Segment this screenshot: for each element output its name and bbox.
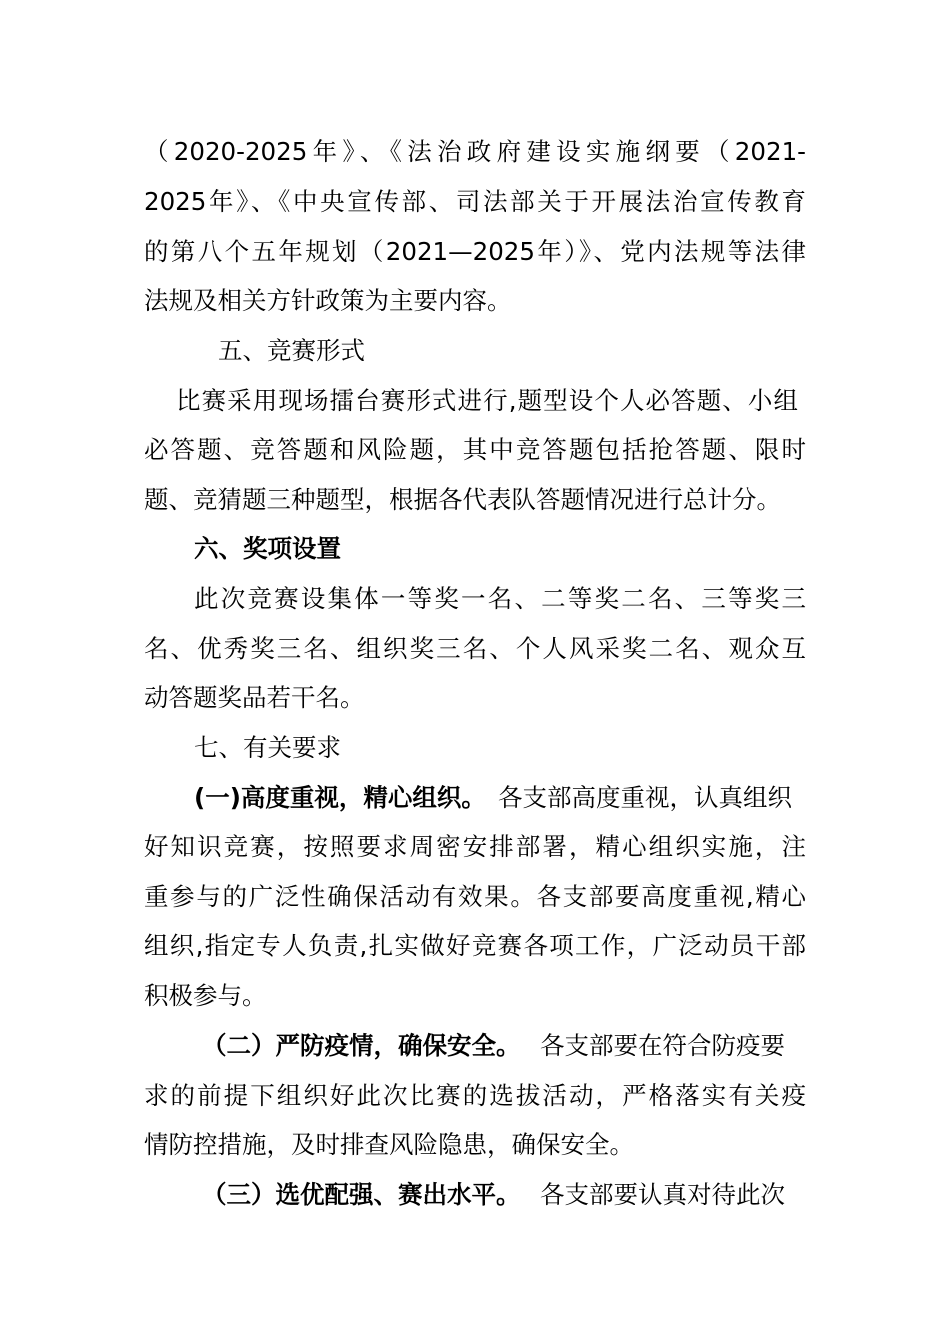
body-line: 必答题、竞答题和风险题，其中竞答题包括抢答题、限时 [144,435,806,464]
body-line: 题、竞猜题三种题型，根据各代表队答题情况进行总计分。 [144,485,781,514]
body-line: 2025年》、《中央宣传部、司法部关于开展法治宣传教育 [144,187,806,216]
body-line: 各支部要认真对待此次 [540,1180,785,1209]
subheading-one-title: (一)高度重视，精心组织。 [194,783,486,812]
section-heading-six: 六、奖项设置 [194,534,341,563]
section-heading-seven: 七、有关要求 [194,733,341,762]
subheading-three-title: （三）选优配强、赛出水平。 [202,1180,521,1209]
section-heading-five: 五、竞赛形式 [218,336,365,365]
body-line: 比赛采用现场擂台赛形式进行,题型设个人必答题、小组 [176,386,798,415]
subheading-three [202,1170,542,1220]
subheading-two [202,1021,542,1071]
body-line: 好知识竞赛，按照要求周密安排部署，精心组织实施，注 [144,832,806,861]
body-line: （2020-2025年》、《法治政府建设实施纲要（2021- [144,137,806,166]
body-line: 重参与的广泛性确保活动有效果。各支部要高度重视,精心 [144,882,806,911]
body-line: 动答题奖品若干名。 [144,683,365,712]
body-line: 此次竞赛设集体一等奖一名、二等奖二名、三等奖三 [194,584,806,613]
subheading-one [194,773,500,823]
subheading-two-title: （二）严防疫情，确保安全。 [202,1031,521,1060]
body-line: 组织,指定专人负责,扎实做好竞赛各项工作，广泛动员干部 [144,931,806,960]
body-line: 的第八个五年规划（2021—2025年）》、党内法规等法律 [144,237,806,266]
body-line: 求的前提下组织好此次比赛的选拔活动，严格落实有关疫 [144,1081,806,1110]
body-line: 积极参与。 [144,981,267,1010]
body-line: 法规及相关方针政策为主要内容。 [144,286,512,315]
body-line: 各支部高度重视，认真组织 [498,783,792,812]
body-line: 情防控措施，及时排查风险隐患，确保安全。 [144,1130,634,1159]
body-line: 各支部要在符合防疫要 [540,1031,785,1060]
body-line: 名、优秀奖三名、组织奖三名、个人风采奖二名、观众互 [144,634,806,663]
